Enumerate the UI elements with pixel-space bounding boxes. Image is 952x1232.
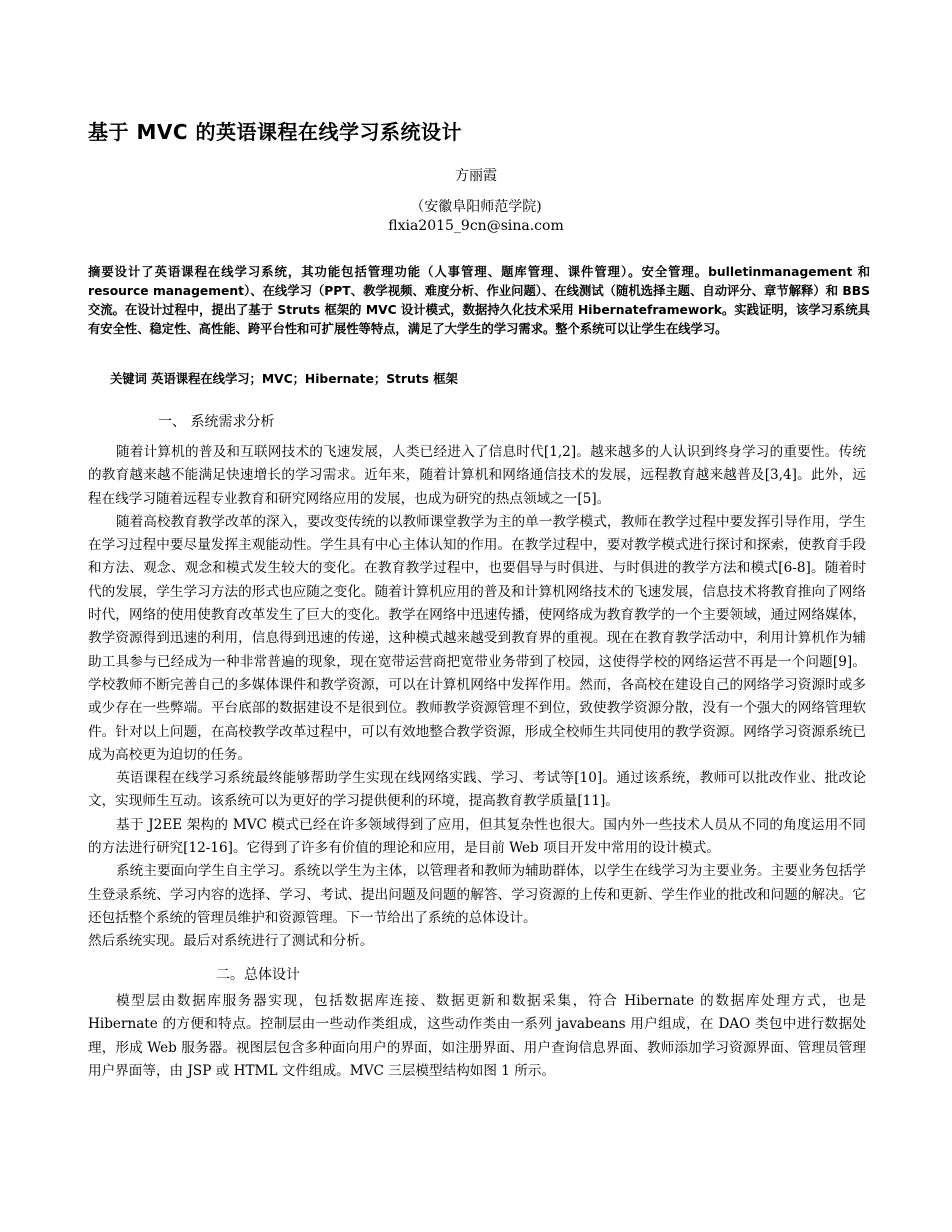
keywords: 关键词 英语课程在线学习；MVC；Hibernate；Struts 框架 bbox=[110, 372, 458, 386]
section-heading-overall-design: 二。总体设计 bbox=[216, 967, 300, 983]
paragraph: 模型层由数据库服务器实现，包括数据库连接、数据更新和数据采集，符合 Hibernate 的数据库处理方式，也是 Hibernate 的方便和特点。控制层由一些动作类组成，这些动作类由一系列 javabeans 用户组成，在 DAO 类包中进行数据处理，形成 Web 服务器。视图层包含多种面向用户的界面，如注册界面、用户查询信息界面、教师添加学习资源界面、管理员管理用户界面等，由 JSP 或 HTML 文件组成。MVC 三层模型结构如图 1 所示。 bbox=[88, 993, 866, 1079]
paragraph: 随着计算机的普及和互联网技术的飞速发展，人类已经进入了信息时代[1,2]。越来越多的人认识到终身学习的重要性。传统的教育越来越不能满足快速增长的学习需求。近年来，随着计算机和网络通信技术的发展，远程教育越来越普及[3,4]。此外，远程在线学习随着远程专业教育和研究网络应用的发展，也成为研究的热点领域之一[5]。 bbox=[88, 444, 866, 507]
author-affiliation: （安徽阜阳师范学院) bbox=[410, 199, 542, 215]
paragraph: 随着高校教育教学改革的深入，要改变传统的以教师课堂教学为主的单一教学模式，教师在教学过程中要发挥引导作用，学生在学习过程中要尽量发挥主观能动性。学生具有中心主体认知的作用。在教学过程中，要对教学模式进行探讨和探索，使教育手段和方法、观念、观念和模式发生较大的变化。在教育教学过程中，也要倡导与时俱进、与时俱进的教学方法和模式[6-8]。随着时代的发展，学生学习方法的形式也应随之变化。随着计算机应用的普及和计算机网络技术的飞速发展，信息技术将教育推向了网络时代，网络的使用使教育改革发生了巨大的变化。教学在网络中迅速传播，使网络成为教育教学的一个主要领域，通过网络媒体，教学资源得到迅速的利用，信息得到迅速的传递，这种模式越来越受到教育界的重视。现在在教育教学活动中，利用计算机作为辅助工具参与已经成为一种非常普遍的现象，现在宽带运营商把宽带业务带到了校园，这使得学校的网络运营不再是一个问题[9]。学校教师不断完善自己的多媒体课件和教学资源，可以在计算机网络中发挥作用。然而，各高校在建设自己的网络学习资源时或多或少存在一些弊端。平台底部的数据建设不是很到位。教师教学资源管理不到位，致使教学资源分散，没有一个强大的网络管理软件。针对以上问题，在高校教学改革过程中，可以有效地整合教学资源，形成全校师生共同使用的教学资源。网络学习资源系统已成为高校更为迫切的任务。 bbox=[88, 513, 866, 763]
paragraph: 基于 J2EE 架构的 MVC 模式已经在许多领域得到了应用，但其复杂性也很大。国内外一些技术人员从不同的角度运用不同的方法进行研究[12-16]。它得到了许多有价值的理论和应用，是目前 Web 项目开发中常用的设计模式。 bbox=[88, 816, 866, 857]
section-heading-requirements: 一、 系统需求分析 bbox=[158, 414, 275, 430]
paragraph: 英语课程在线学习系统最终能够帮助学生实现在线网络实践、学习、考试等[10]。通过该系统，教师可以批改作业、批改论文，实现师生互动。该系统可以为更好的学习提供便利的环境，提高教育教学质量[11]。 bbox=[88, 770, 866, 810]
section-body-overall-design bbox=[88, 990, 866, 1083]
paragraph: 系统主要面向学生自主学习。系统以学生为主体，以管理者和教师为辅助群体，以学生在线学习为主要业务。主要业务包括学生登录系统、学习内容的选择、学习、考试、提出问题及问题的解答、学习资源的上传和更新、学生作业的批改和问题的解决。它还包括整个系统的管理员维护和资源管理。下一节给出了系统的总体设计。 bbox=[88, 863, 866, 926]
section-body-requirements bbox=[88, 441, 866, 954]
paper-title: 基于 MVC 的英语课程在线学习系统设计 bbox=[88, 120, 462, 144]
author-name: 方丽霞 bbox=[455, 168, 497, 184]
paragraph: 然后系统实现。最后对系统进行了测试和分析。 bbox=[88, 933, 374, 950]
author-email: flxia2015_9cn@sina.com bbox=[388, 218, 564, 234]
abstract: 摘要设计了英语课程在线学习系统，其功能包括管理功能（人事管理、题库管理、课件管理）。安全管理。bulletinmanagement 和 resource management）、在线学习（PPT、教学视频、难度分析、作业问题）、在线测试（随机选择主题、自动评分、章节解释）和 BBS 交流。在设计过程中，提出了基于 Struts 框架的 MVC 设计模式，数据持久化技术采用 Hibernateframework。实践证明，该学习系统具有安全性、稳定性、高性能、跨平台性和可扩展性等特点，满足了大学生的学习需求。整个系统可以让学生在线学习。 bbox=[88, 265, 870, 336]
